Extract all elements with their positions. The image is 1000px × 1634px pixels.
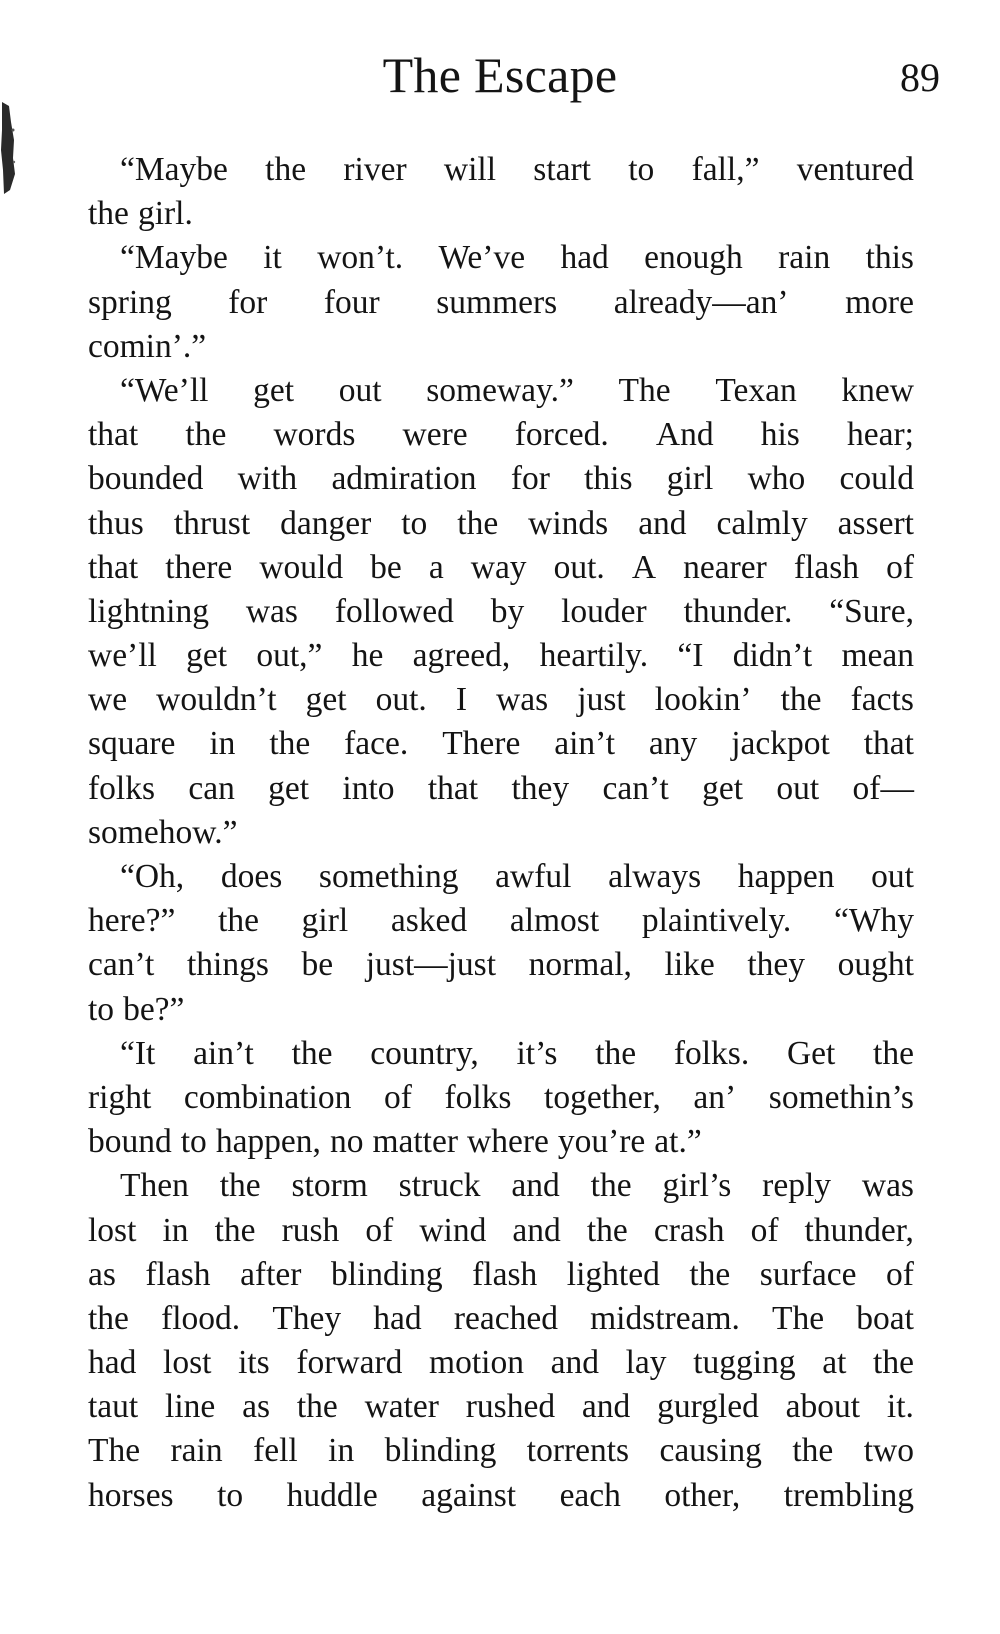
word: The xyxy=(772,1299,825,1337)
word: admiration xyxy=(331,460,477,498)
page-header xyxy=(0,44,1000,114)
text-line xyxy=(88,1076,914,1120)
word: boat xyxy=(856,1299,914,1337)
word: in xyxy=(209,725,236,763)
word: the xyxy=(873,1344,914,1382)
word: forward xyxy=(296,1344,403,1382)
word: out xyxy=(338,371,382,409)
word: wind xyxy=(419,1211,487,1249)
text-line xyxy=(88,413,914,457)
word: causing xyxy=(659,1432,762,1470)
word: together, xyxy=(544,1078,661,1116)
word: tugging xyxy=(693,1344,796,1382)
text-line xyxy=(88,236,914,280)
word: any xyxy=(648,725,698,763)
word: fall,” xyxy=(691,151,760,188)
word: forced. xyxy=(514,416,609,454)
word: were xyxy=(402,416,468,454)
word: rain xyxy=(170,1432,223,1470)
word: just xyxy=(577,681,626,719)
word: the xyxy=(792,1432,834,1470)
word: The xyxy=(88,1432,141,1470)
text-line xyxy=(88,546,914,590)
word: louder xyxy=(561,592,647,630)
word: water xyxy=(364,1388,439,1426)
word: There xyxy=(442,725,521,763)
word: fell xyxy=(253,1432,298,1470)
word: after xyxy=(240,1255,302,1293)
word: “Oh, xyxy=(120,858,185,895)
word: “Why xyxy=(833,902,914,940)
word: mean xyxy=(841,637,914,675)
word: huddle xyxy=(286,1476,378,1514)
word: the xyxy=(291,1034,333,1072)
word: gurgled xyxy=(657,1388,759,1426)
text-line xyxy=(88,722,914,766)
word: ventured xyxy=(796,151,914,188)
word: can’t xyxy=(88,946,155,984)
word: get xyxy=(702,769,744,807)
text-line xyxy=(88,1297,914,1341)
word: blinding xyxy=(384,1432,497,1470)
word: that xyxy=(863,725,914,763)
word: taut xyxy=(88,1388,139,1426)
word: torrents xyxy=(526,1432,630,1470)
word: the xyxy=(218,902,259,940)
word: about xyxy=(785,1388,861,1426)
word: awful xyxy=(495,858,572,895)
word: followed xyxy=(334,592,454,630)
word: “I xyxy=(677,637,704,675)
word: would xyxy=(259,548,344,586)
word: assert xyxy=(837,504,914,542)
word: to xyxy=(88,990,115,1028)
word: more xyxy=(845,283,914,321)
word: face. xyxy=(344,725,409,763)
word: Then xyxy=(120,1167,189,1205)
word: normal, xyxy=(528,946,632,984)
word: combination xyxy=(183,1078,352,1116)
word: flash xyxy=(793,548,859,586)
word: the xyxy=(265,151,307,188)
word: of xyxy=(750,1211,779,1249)
binding-ink-mark xyxy=(0,100,16,196)
word: happen xyxy=(737,858,835,895)
word: folks. xyxy=(673,1034,750,1072)
text-line xyxy=(88,678,914,722)
word: out xyxy=(871,858,914,895)
word: The xyxy=(618,371,671,409)
text-line xyxy=(88,1164,914,1208)
word: something xyxy=(318,858,459,895)
word: reached xyxy=(453,1299,558,1337)
word: a xyxy=(428,548,444,586)
word: get xyxy=(253,371,295,409)
word: can’t xyxy=(602,769,669,807)
word: calmly xyxy=(716,504,808,542)
word: it xyxy=(263,239,282,277)
body-text xyxy=(88,148,914,1518)
word: that xyxy=(427,769,479,807)
word: “It xyxy=(120,1034,156,1072)
word: “Maybe xyxy=(120,151,228,188)
word: had xyxy=(560,239,609,277)
word: where xyxy=(467,1123,549,1161)
word: motion xyxy=(429,1344,524,1382)
word: of xyxy=(886,1255,914,1293)
word: facts xyxy=(850,681,914,719)
word: lookin’ xyxy=(654,681,752,719)
word: of xyxy=(383,1078,412,1116)
word: get xyxy=(305,681,347,719)
word: they xyxy=(747,946,806,984)
word: we xyxy=(88,681,128,719)
word: does xyxy=(220,858,283,895)
word: ought xyxy=(837,946,914,984)
word: here?” xyxy=(88,902,176,940)
word: he xyxy=(351,637,384,675)
word: flood. xyxy=(161,1299,241,1337)
word: there xyxy=(165,548,233,586)
word: somethin’s xyxy=(768,1078,914,1116)
word: the xyxy=(219,1167,261,1205)
word: the xyxy=(185,416,227,454)
text-line xyxy=(88,1385,914,1429)
word: crash xyxy=(653,1211,725,1249)
word: river xyxy=(343,151,407,188)
word: bound xyxy=(88,1123,172,1161)
text-line xyxy=(88,192,914,236)
word: the xyxy=(689,1255,731,1293)
text-line xyxy=(88,457,914,501)
word: this xyxy=(865,239,914,277)
word: and xyxy=(511,1167,560,1205)
word: surface xyxy=(759,1255,857,1293)
text-line xyxy=(88,502,914,546)
word: line xyxy=(165,1388,216,1426)
word: was xyxy=(496,681,549,719)
word: midstream. xyxy=(590,1299,740,1337)
word: matter xyxy=(372,1123,459,1161)
word: girl’s xyxy=(662,1167,732,1205)
page-number: 89 xyxy=(900,55,940,100)
word: We’ve xyxy=(438,239,526,277)
word: agreed, xyxy=(412,637,511,675)
word: will xyxy=(443,151,497,188)
word: already—an’ xyxy=(613,283,789,321)
text-line xyxy=(88,811,914,855)
word: start xyxy=(533,151,591,188)
word: of xyxy=(886,548,914,586)
word: trembling xyxy=(783,1476,914,1514)
word: thunder, xyxy=(804,1211,914,1249)
word: danger xyxy=(280,504,372,542)
text-line xyxy=(88,1474,914,1518)
word: summers xyxy=(436,283,558,321)
word: someway.” xyxy=(426,371,574,409)
word: into xyxy=(342,769,395,807)
word: bounded xyxy=(88,460,204,498)
text-line xyxy=(88,1209,914,1253)
word: blinding xyxy=(330,1255,443,1293)
word: in xyxy=(328,1432,355,1470)
word: get xyxy=(268,769,310,807)
word: it. xyxy=(886,1388,914,1426)
word: square xyxy=(88,725,176,763)
word: the xyxy=(873,1034,914,1072)
word: the xyxy=(590,1167,632,1205)
word: thus xyxy=(88,504,144,542)
word: knew xyxy=(841,371,914,409)
word: lost xyxy=(88,1211,137,1249)
text-line xyxy=(88,855,914,899)
word: right xyxy=(88,1078,152,1116)
word: just—just xyxy=(365,946,497,984)
text-line xyxy=(88,767,914,811)
word: the xyxy=(269,725,311,763)
word: jackpot xyxy=(731,725,830,763)
word: wouldn’t xyxy=(156,681,277,719)
word: as xyxy=(88,1255,116,1293)
word: somehow.” xyxy=(88,813,238,851)
word: that xyxy=(88,416,139,454)
word: with xyxy=(237,460,298,498)
word: as xyxy=(242,1388,270,1426)
word: lighted xyxy=(566,1255,660,1293)
text-line xyxy=(88,148,914,192)
word: And xyxy=(655,416,714,454)
word: and xyxy=(550,1344,599,1382)
word: storm xyxy=(291,1167,368,1205)
word: girl xyxy=(301,902,349,940)
word: the xyxy=(88,1299,129,1337)
word: and xyxy=(638,504,687,542)
text-line xyxy=(88,899,914,943)
word: to xyxy=(180,1123,207,1161)
running-title: The Escape xyxy=(382,47,618,103)
text-line xyxy=(88,281,914,325)
word: girl xyxy=(666,460,714,498)
word: the xyxy=(88,195,129,233)
word: an’ xyxy=(693,1078,737,1116)
word: the xyxy=(595,1034,637,1072)
word: rush xyxy=(281,1211,340,1249)
word: didn’t xyxy=(732,637,813,675)
word: it’s xyxy=(516,1034,558,1072)
word: had xyxy=(88,1344,137,1382)
word: reply xyxy=(762,1167,832,1205)
word: no xyxy=(329,1123,364,1161)
word: by xyxy=(490,592,525,630)
word: out xyxy=(776,769,820,807)
word: can xyxy=(188,769,235,807)
word: rain xyxy=(778,239,831,277)
word: and xyxy=(512,1211,561,1249)
word: nearer xyxy=(683,548,767,586)
word: enough xyxy=(644,239,743,277)
word: almost xyxy=(509,902,600,940)
word: winds xyxy=(528,504,609,542)
word: you’re xyxy=(557,1123,646,1161)
text-line xyxy=(88,943,914,987)
word: the xyxy=(214,1211,256,1249)
word: always xyxy=(608,858,702,895)
word: other, xyxy=(664,1476,741,1514)
text-line xyxy=(88,1429,914,1473)
word: had xyxy=(373,1299,422,1337)
word: could xyxy=(839,460,914,498)
word: who xyxy=(747,460,806,498)
word: Get xyxy=(786,1034,836,1072)
word: to xyxy=(401,504,428,542)
word: They xyxy=(272,1299,342,1337)
word: hear; xyxy=(847,416,914,454)
word: two xyxy=(863,1432,914,1470)
word: like xyxy=(664,946,715,984)
word: folks xyxy=(88,769,155,807)
word: country, xyxy=(370,1034,479,1072)
word: struck xyxy=(398,1167,481,1205)
word: to xyxy=(217,1476,244,1514)
word: to xyxy=(628,151,655,188)
word: lay xyxy=(625,1344,667,1382)
word: Texan xyxy=(715,371,797,409)
word: four xyxy=(323,283,380,321)
word: that xyxy=(88,548,139,586)
text-line xyxy=(88,1120,914,1164)
word: of xyxy=(365,1211,394,1249)
word: thrust xyxy=(173,504,251,542)
word: its xyxy=(238,1344,270,1382)
word: the xyxy=(457,504,499,542)
word: flash xyxy=(145,1255,211,1293)
word: get xyxy=(186,637,228,675)
word: “Maybe xyxy=(120,239,228,277)
word: words xyxy=(273,416,356,454)
word: at xyxy=(822,1344,847,1382)
word: be?” xyxy=(123,990,185,1028)
word: of— xyxy=(852,769,914,807)
word: plaintively. xyxy=(641,902,792,940)
word: at.” xyxy=(654,1123,702,1161)
text-line xyxy=(88,634,914,678)
word: lightning xyxy=(88,592,209,630)
word: rushed xyxy=(465,1388,556,1426)
word: each xyxy=(559,1476,621,1514)
word: thunder. xyxy=(683,592,793,630)
word: be xyxy=(301,946,334,984)
word: comin’.” xyxy=(88,327,207,365)
word: was xyxy=(245,592,298,630)
word: out. xyxy=(553,548,605,586)
word: girl. xyxy=(137,195,193,233)
word: for xyxy=(510,460,550,498)
word: “Sure, xyxy=(829,592,914,630)
word: asked xyxy=(390,902,468,940)
word: we’ll xyxy=(88,637,157,675)
word: way xyxy=(470,548,527,586)
word: in xyxy=(162,1211,189,1249)
word: horses xyxy=(88,1476,174,1514)
word: was xyxy=(861,1167,914,1205)
word: ain’t xyxy=(193,1034,254,1072)
word: for xyxy=(228,283,268,321)
word: out. xyxy=(375,681,427,719)
word: “We’ll xyxy=(120,371,209,409)
word: things xyxy=(186,946,269,984)
word: lost xyxy=(163,1344,212,1382)
text-line xyxy=(88,1253,914,1297)
word: the xyxy=(780,681,822,719)
word: the xyxy=(586,1211,628,1249)
word: happen, xyxy=(215,1123,321,1161)
word: be xyxy=(370,548,402,586)
word: heartily. xyxy=(539,637,649,675)
word: his xyxy=(760,416,800,454)
text-line xyxy=(88,325,914,369)
word: the xyxy=(296,1388,338,1426)
word: and xyxy=(581,1388,631,1426)
word: this xyxy=(584,460,633,498)
text-line xyxy=(88,1032,914,1076)
word: folks xyxy=(444,1078,512,1116)
word: won’t. xyxy=(317,239,404,277)
text-line xyxy=(88,1341,914,1385)
word: they xyxy=(511,769,570,807)
text-line xyxy=(88,988,914,1032)
word: I xyxy=(455,681,468,719)
word: spring xyxy=(88,283,172,321)
word: A xyxy=(631,548,657,586)
word: against xyxy=(421,1476,517,1514)
word: flash xyxy=(472,1255,538,1293)
text-line xyxy=(88,590,914,634)
word: ain’t xyxy=(554,725,616,763)
word: out,” xyxy=(256,637,323,675)
text-line xyxy=(88,369,914,413)
